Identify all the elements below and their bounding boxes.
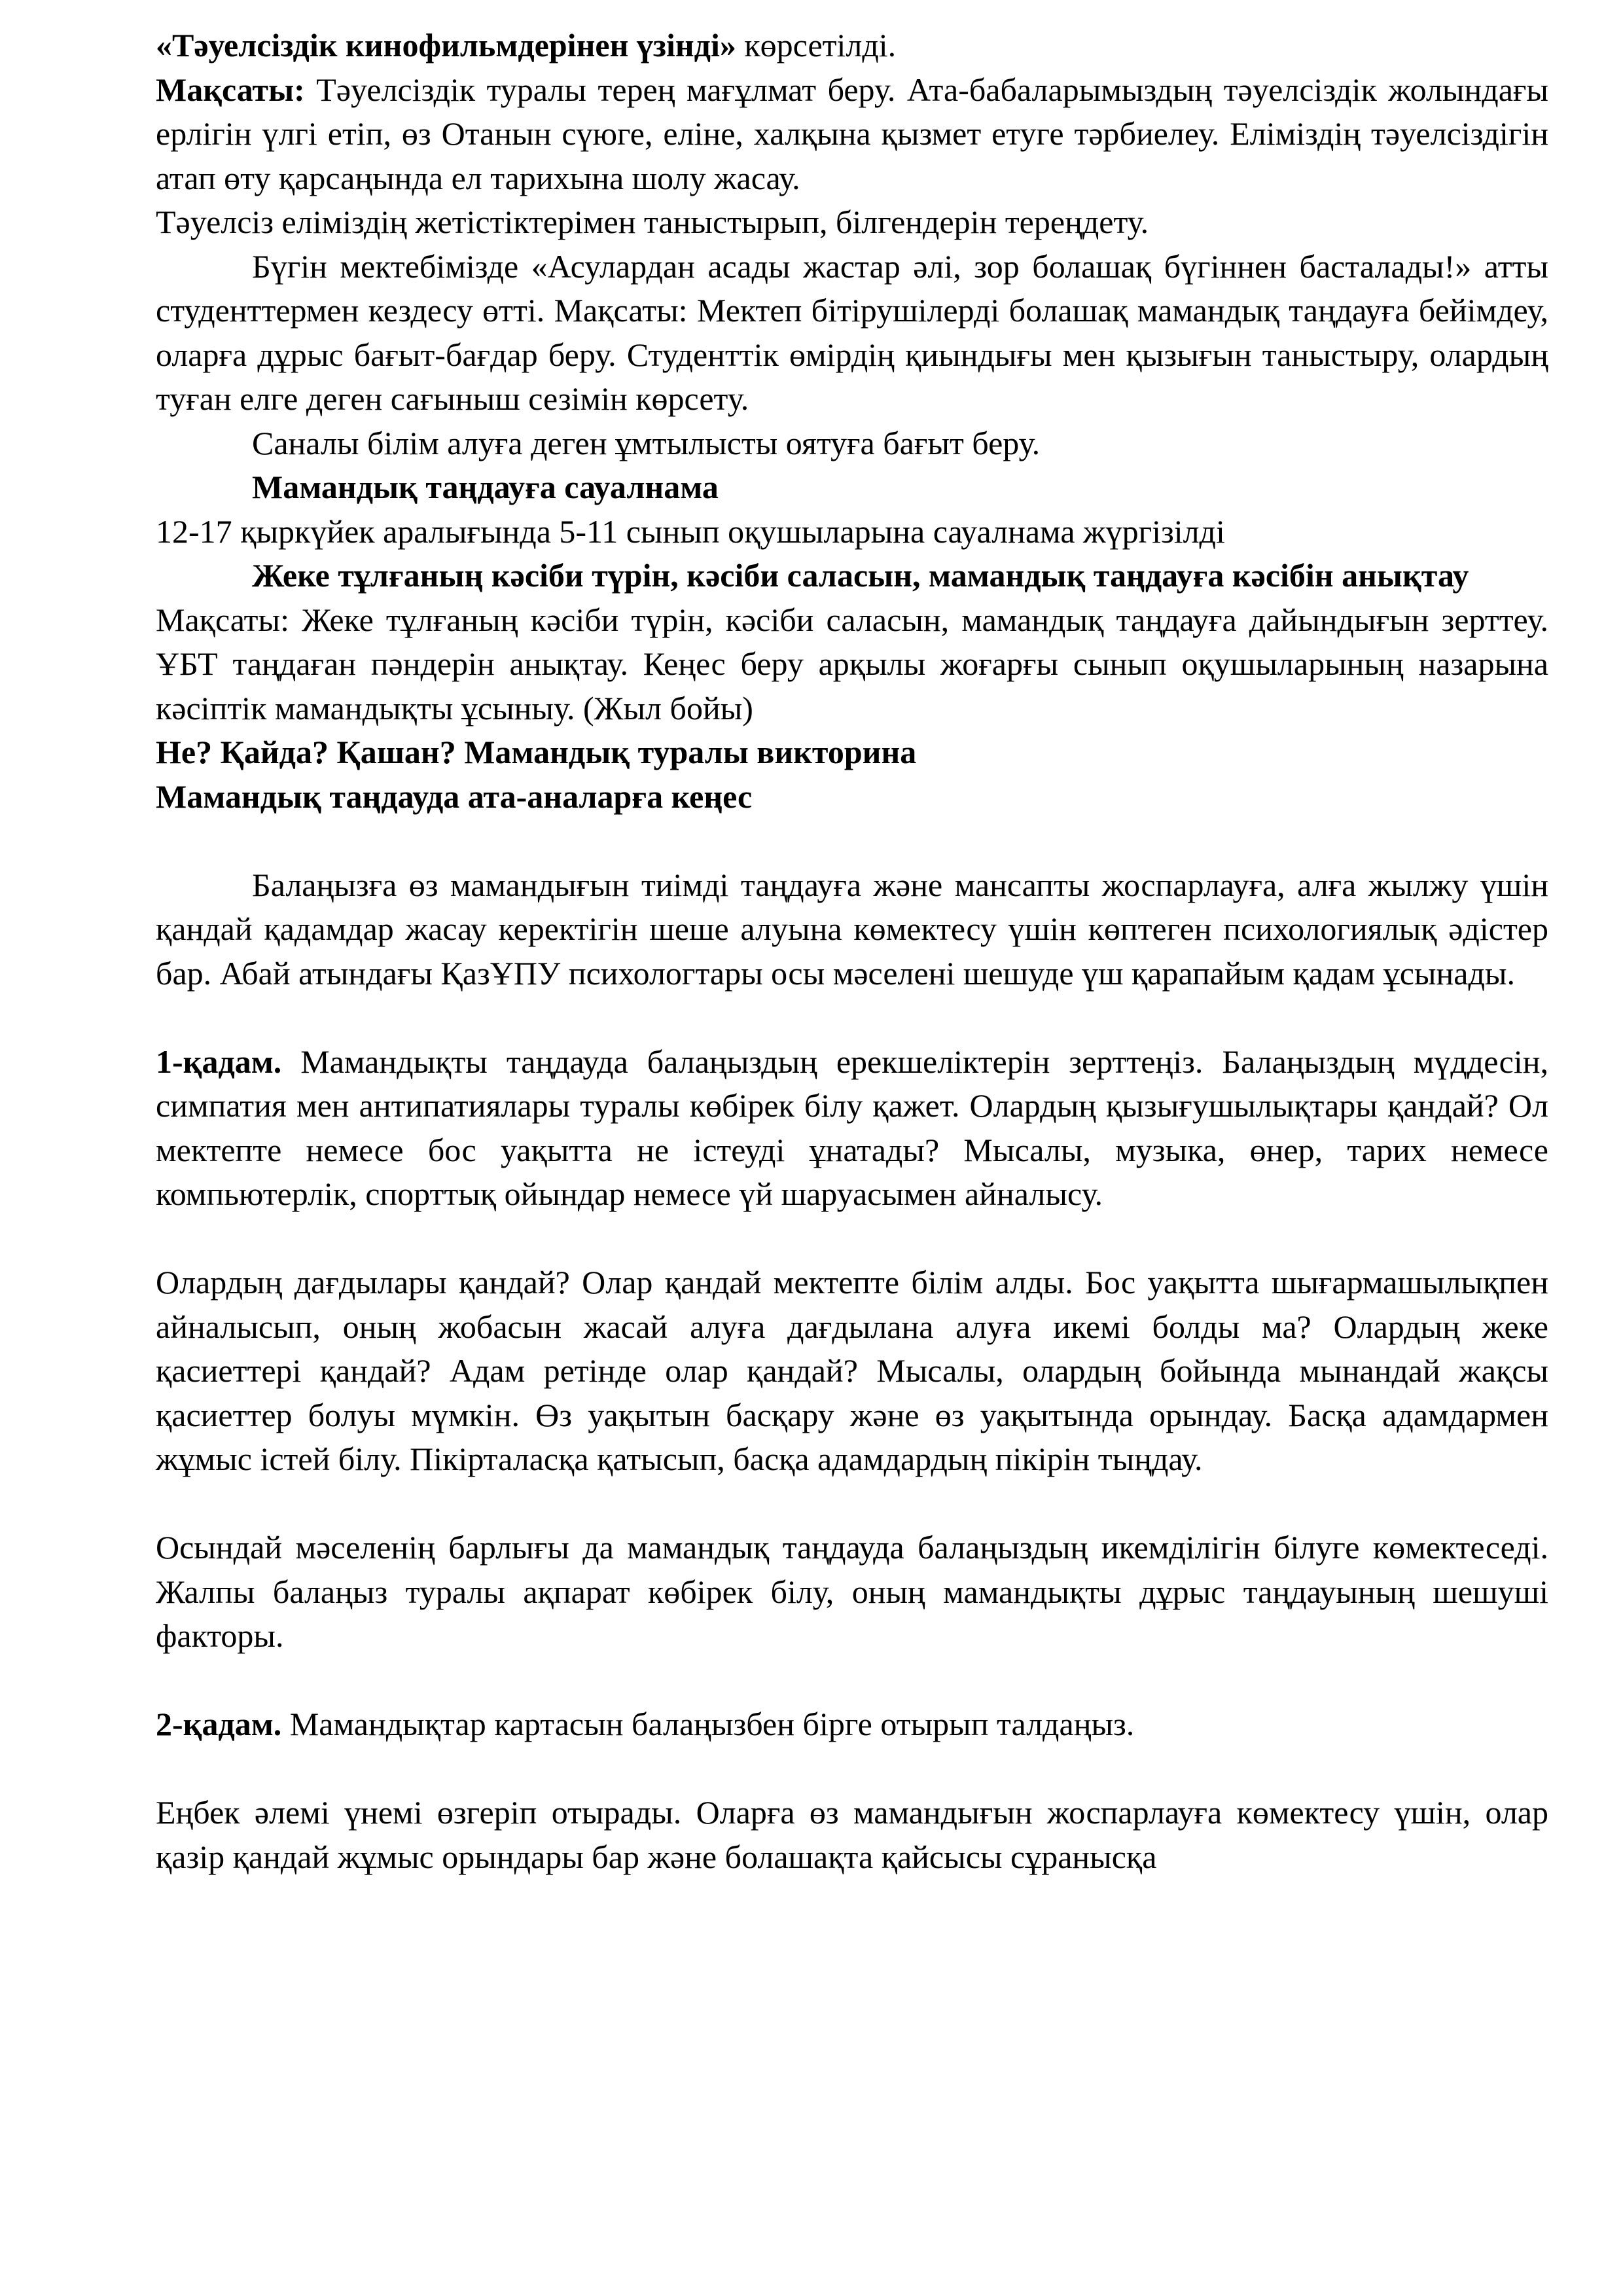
- spacer: [156, 1747, 1548, 1791]
- paragraph-summary: Осындай мәселенің барлығы да мамандық таңдауда балаңыздың икемділігін білуге көмектеседі. Жалпы балаңыз туралы ақпарат көбірек білу, оның мамандықты дұрыс таңдауының шешуші факторы.: [156, 1529, 1548, 1654]
- paragraph-research-goal: Мақсаты: Жеке тұлғаның кәсіби түрін, кәсіби саласын, мамандық таңдауға дайындығын зерттеу. ҰБТ таңдаған пәндерін анықтау. Кеңес беру арқылы жоғарғы сынып оқушыларының назарына кәсіптік мамандықты ұсыныу. (Жыл бойы): [156, 601, 1548, 726]
- heading-personal-profession: Жеке тұлғаның кәсіби түрін, кәсіби саласын, мамандық таңдауға кәсібін анықтау: [252, 557, 1469, 594]
- document-body: [156, 24, 1548, 1879]
- paragraph-step-1: [156, 1040, 1548, 1217]
- paragraph-skills: Олардың дағдылары қандай? Олар қандай мектепте білім алды. Бос уақытта шығармашылықпен айналысып, оның жобасын жасай алуға дағдылана алуға икемі болды ма? Олардың жеке қасиеттері қандай? Адам ретінде олар қандай? Мысалы, олардың бойында мынандай жақсы қасиеттер болуы мүмкін. Өз уақытын басқару және өз уақытында орындау. Басқа адамдармен жұмыс істей білу. Пікірталасқа қатысып, басқа адамдардың пікірін тыңдау.: [156, 1264, 1548, 1477]
- paragraph-student-meeting: Бүгін мектебімізде «Асулардан асады жастар әлі, зор болашақ бүгіннен басталады!» атты студенттермен кездесу өтті. Мақсаты: Мектеп бітірушілерді болашақ мамандық таңдауға бейімдеу, оларға дұрыс бағыт-бағдар беру. Студенттік өмірдің қиындығы мен қызығын таныстыру, олардың туған елге деген сағыныш сезімін көрсету.: [156, 247, 1548, 417]
- spacer: [156, 819, 1548, 863]
- spacer: [156, 1659, 1548, 1703]
- heading-quiz: Не? Қайда? Қашан? Мамандық туралы викторина: [156, 734, 917, 770]
- paragraph-conscious-learning: Саналы білім алуға деген ұмтылысты оятуға бағыт беру.: [252, 424, 1041, 461]
- paragraph-step-2: [156, 1702, 1548, 1747]
- spacer: [156, 996, 1548, 1040]
- film-title-rest: көрсетілді.: [736, 27, 897, 63]
- step-1-label: 1-қадам.: [156, 1043, 282, 1080]
- goal-text: Тәуелсіздік туралы терең мағұлмат беру. Ата-бабаларымыздың тәуелсіздік жолындағы ерлігін үлгі етіп, өз Отанын сүюге, еліне, халқына қызмет етуге тәрбиелеу. Еліміздің тәуелсіздігін атап өту қарсаңында ел тарихына шолу жасау.: [156, 71, 1548, 196]
- step-2-text: Мамандықтар картасын балаңызбен бірге отырып талдаңыз.: [281, 1706, 1135, 1742]
- spacer: [156, 1217, 1548, 1261]
- step-1-text: Мамандықты таңдауда балаңыздың ерекшеліктерін зерттеңіз. Балаңыздың мүддесін, симпатия мен антипатиялары туралы көбірек білу қажет. Олардың қызығушылықтары қандай? Ол мектепте немесе бос уақытта не істеуді ұнатады? Мысалы, музыка, өнер, тарих немесе компьютерлік, спорттық ойындар немесе үй шаруасымен айналысу.: [156, 1043, 1548, 1212]
- goal-label: Мақсаты:: [156, 71, 305, 108]
- paragraph-goal: [156, 68, 1548, 201]
- paragraph-film-excerpt: [156, 24, 1548, 68]
- film-title: «Тәуелсіздік кинофильмдерінен үзінді»: [156, 27, 736, 63]
- heading-parents-advice: Мамандық таңдауда ата-аналарға кеңес: [156, 778, 753, 815]
- spacer: [156, 1482, 1548, 1526]
- paragraph-achievements: Тәуелсіз еліміздің жетістіктерімен таныстырып, білгендерін тереңдету.: [156, 204, 1149, 240]
- heading-career-survey: Мамандық таңдауға сауалнама: [252, 469, 719, 505]
- paragraph-survey-dates: 12-17 қыркүйек аралығында 5-11 сынып оқушыларына сауалнама жүргізілді: [156, 512, 1225, 550]
- paragraph-labor-world: Еңбек әлемі үнемі өзгеріп отырады. Оларға өз мамандығын жоспарлауға көмектесу үшін, олар қазір қандай жұмыс орындары бар және болашақта қайсысы сұранысқа: [156, 1794, 1548, 1875]
- step-2-label: 2-қадам.: [156, 1706, 282, 1742]
- paragraph-psychology-methods: Балаңызға өз мамандығын тиімді таңдауға және мансапты жоспарлауға, алға жылжу үшін қандай қадамдар жасау керектігін шеше алуына көмектесу үшін көптеген психологиялық әдістер бар. Абай атындағы ҚазҰПУ психологтары осы мәселені шешуде үш қарапайым қадам ұсынады.: [156, 866, 1548, 992]
